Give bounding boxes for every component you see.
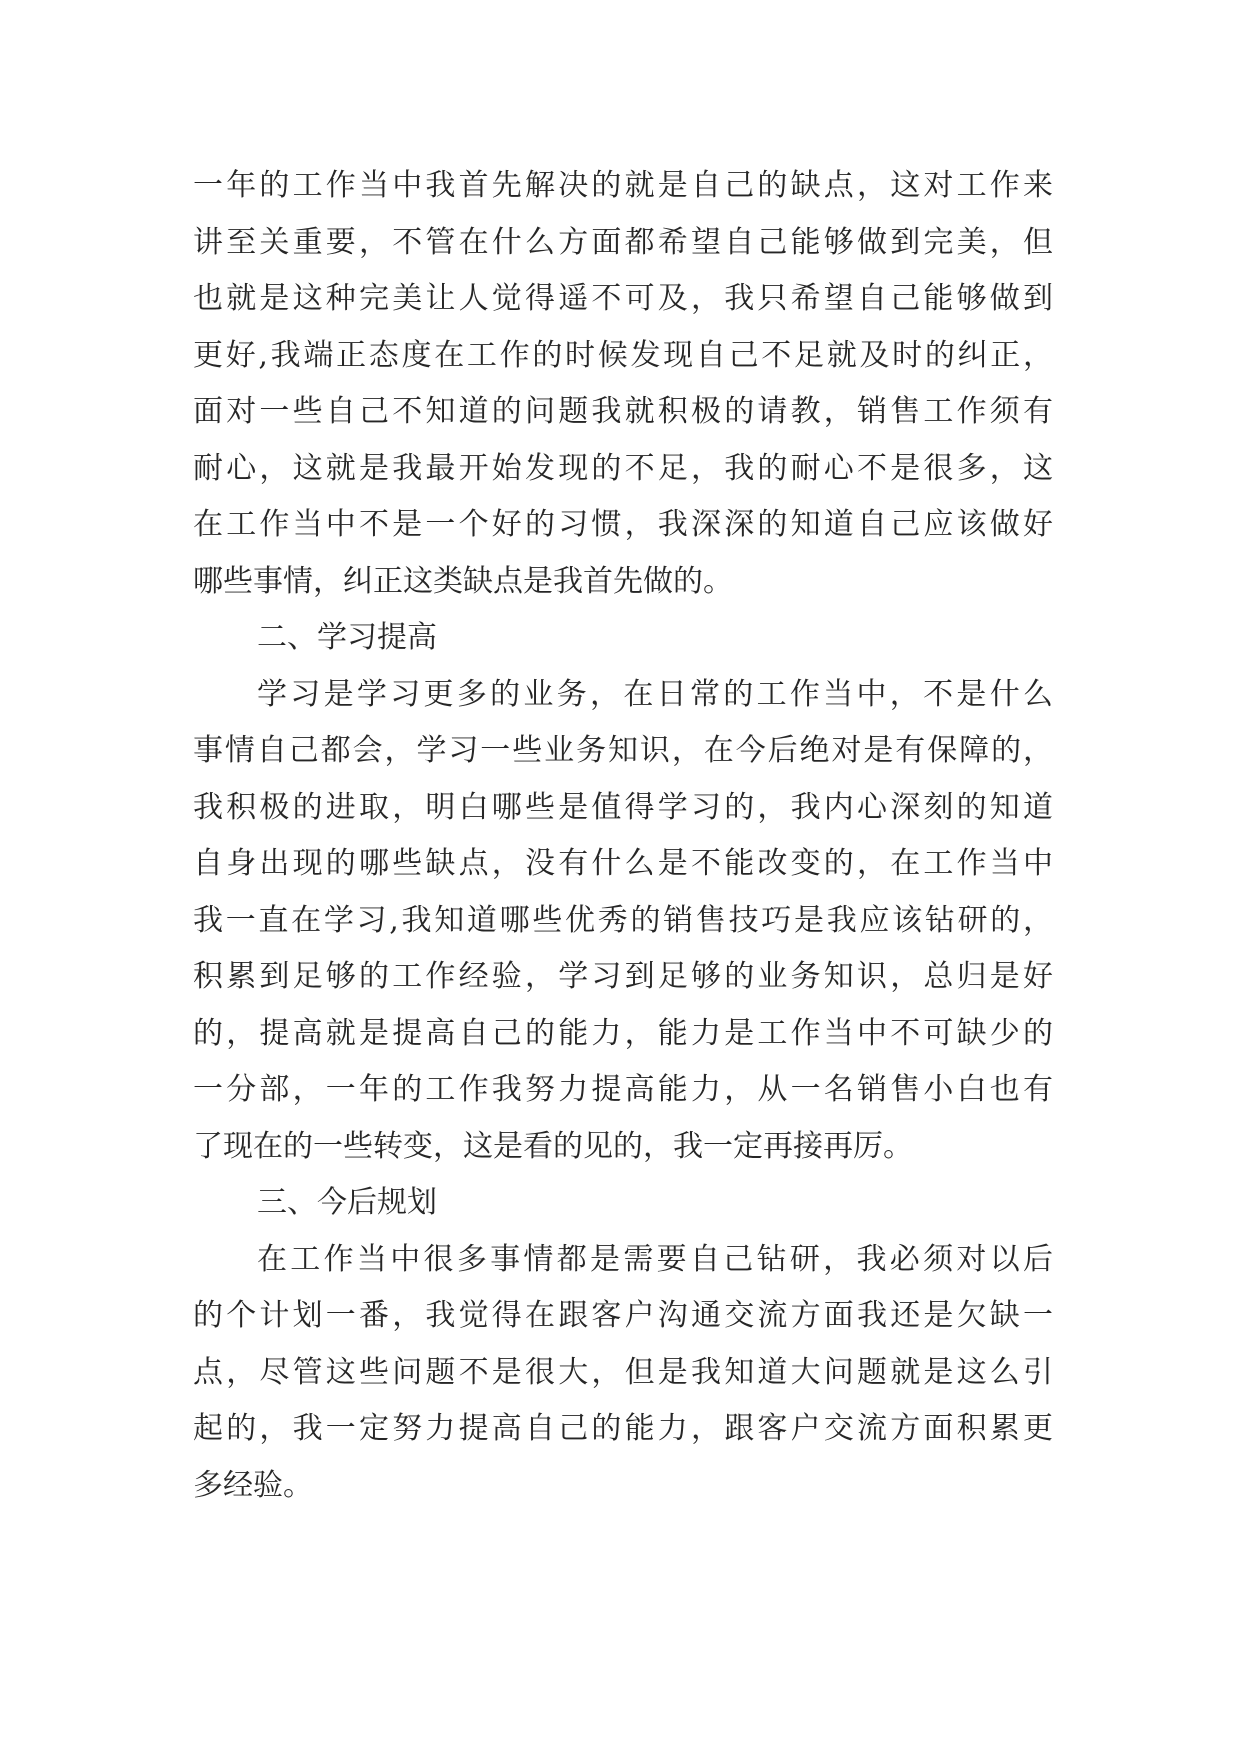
text-line: 事情自己都会，学习一些业务知识，在今后绝对是有保障的， xyxy=(193,733,1053,768)
text-line: 面对一些自己不知道的问题我就积极的请教，销售工作须有 xyxy=(193,394,1053,429)
text-line: 更好,我端正态度在工作的时候发现自己不足就及时的纠正， xyxy=(193,337,1053,373)
text-line: 的，提高就是提高自己的能力，能力是工作当中不可缺少的 xyxy=(193,1015,1053,1051)
text-line: 在工作当中很多事情都是需要自己钻研，我必须对以后 xyxy=(257,1241,1053,1277)
text-line: 在工作当中不是一个好的习惯，我深深的知道自己应该做好 xyxy=(193,507,1053,542)
text-line: 我一直在学习,我知道哪些优秀的销售技巧是我应该钻研的， xyxy=(193,902,1053,938)
text-line: 一年的工作当中我首先解决的就是自己的缺点，这对工作来 xyxy=(193,168,1053,203)
text-line: 讲至关重要，不管在什么方面都希望自己能够做到完美，但 xyxy=(193,224,1053,260)
section-heading-plan: 三、今后规划 xyxy=(257,1185,437,1220)
section-heading-study: 二、学习提高 xyxy=(257,620,437,655)
document-body xyxy=(193,158,1053,1514)
text-line: 一分部，一年的工作我努力提高能力，从一名销售小白也有 xyxy=(193,1072,1053,1107)
paragraph-intro xyxy=(193,158,1053,610)
paragraph-plan xyxy=(193,1232,1053,1515)
text-line: 点，尽管这些问题不是很大，但是我知道大问题就是这么引 xyxy=(193,1354,1053,1390)
paragraph-study xyxy=(193,667,1053,1176)
text-line: 了现在的一些转变，这是看的见的，我一定再接再厉。 xyxy=(193,1128,913,1164)
text-line: 学习是学习更多的业务，在日常的工作当中，不是什么 xyxy=(257,676,1053,712)
text-line: 也就是这种完美让人觉得遥不可及，我只希望自己能够做到 xyxy=(193,281,1053,316)
text-line: 的个计划一番，我觉得在跟客户沟通交流方面我还是欠缺一 xyxy=(193,1298,1053,1333)
text-line: 起的，我一定努力提高自己的能力，跟客户交流方面积累更 xyxy=(193,1411,1053,1446)
text-line: 耐心，这就是我最开始发现的不足，我的耐心不是很多，这 xyxy=(193,450,1053,486)
text-line: 积累到足够的工作经验，学习到足够的业务知识，总归是好 xyxy=(193,959,1053,994)
text-line: 哪些事情，纠正这类缺点是我首先做的。 xyxy=(193,563,733,599)
text-line: 我积极的进取，明白哪些是值得学习的，我内心深刻的知道 xyxy=(193,789,1053,825)
text-line: 多经验。 xyxy=(193,1467,313,1503)
text-line: 自身出现的哪些缺点，没有什么是不能改变的，在工作当中 xyxy=(193,846,1053,881)
